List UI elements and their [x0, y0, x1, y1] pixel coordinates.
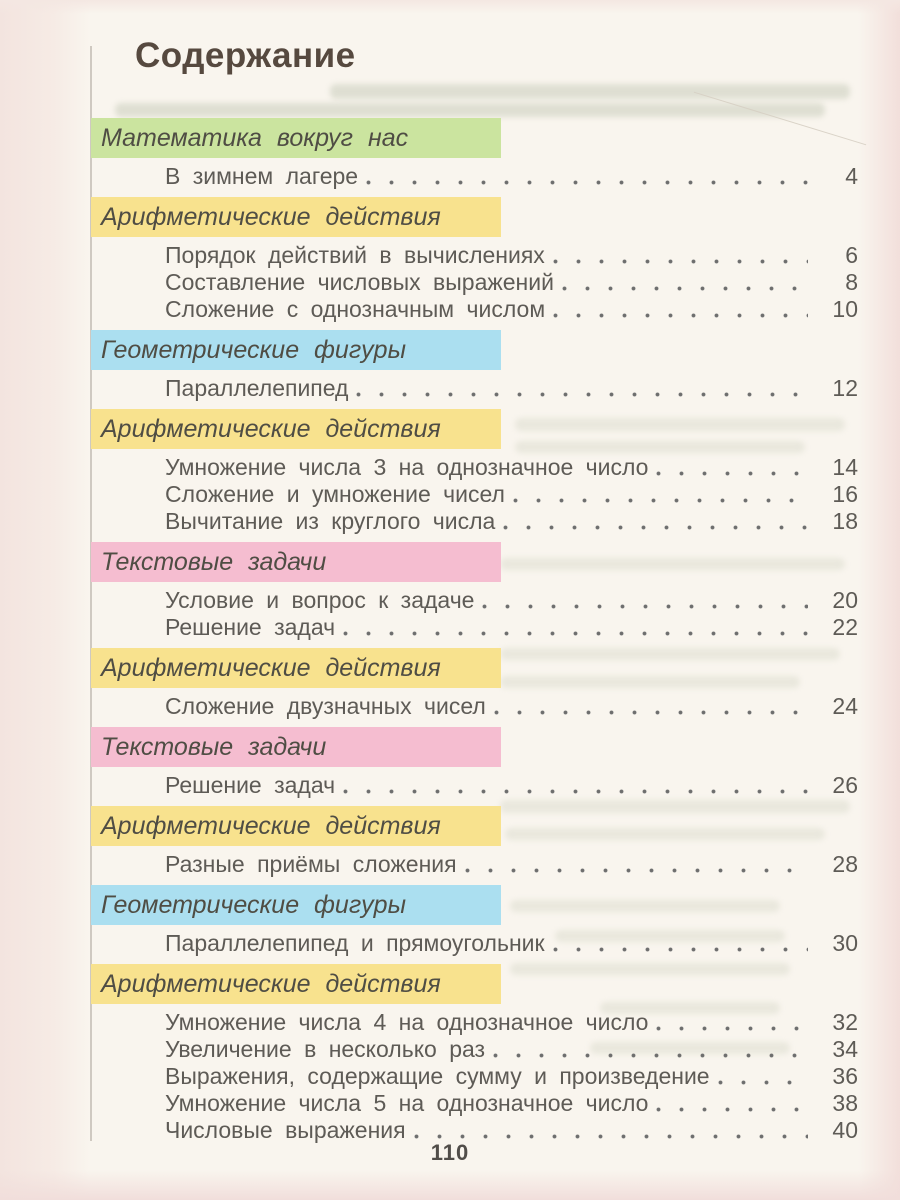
dot-leader	[545, 242, 812, 269]
toc-entry	[165, 693, 858, 720]
toc-entry	[165, 296, 858, 323]
toc-section-geometricheskie-figury	[91, 885, 858, 957]
toc-entry	[165, 269, 858, 296]
entry-page-number: 40	[832, 1117, 858, 1143]
entry-page-number: 22	[832, 614, 858, 640]
entry-title: Составление числовых выражений	[165, 269, 554, 295]
entry-title: Сложение и умножение чисел	[165, 481, 505, 507]
section-header-label: Текстовые задачи	[101, 547, 327, 576]
dot-leader	[358, 163, 812, 190]
section-header-label: Арифметические действия	[101, 969, 441, 998]
entry-title: Решение задач	[165, 614, 336, 640]
section-header-label: Геометрические фигуры	[101, 890, 406, 919]
section-header-label: Арифметические действия	[101, 202, 441, 231]
entry-page-number: 16	[832, 481, 858, 507]
toc-section-arifmeticheskie-deystviya	[91, 964, 858, 1144]
dot-leader	[348, 375, 812, 402]
entry-page-number: 36	[832, 1063, 858, 1089]
dot-leader	[486, 693, 812, 720]
entry-title: Сложение с однозначным числом	[165, 296, 546, 322]
section-header-highlight	[91, 409, 501, 449]
dot-leader	[648, 1009, 812, 1036]
entry-page-number: 8	[845, 269, 858, 295]
photo-edge-tint-bottom	[0, 1170, 900, 1200]
toc-entry	[165, 508, 858, 535]
section-header-highlight	[91, 806, 501, 846]
entry-title: Умножение числа 5 на однозначное число	[165, 1090, 649, 1116]
entry-page-number: 28	[832, 851, 858, 877]
entry-page-number: 34	[832, 1036, 858, 1062]
section-header-label: Математика вокруг нас	[101, 123, 409, 152]
toc-section-tekstovye-zadachi	[91, 542, 858, 641]
entry-title: Выражения, содержащие сумму и произведение	[165, 1063, 710, 1089]
toc-entry	[165, 481, 858, 508]
toc-sections	[91, 118, 858, 1144]
entry-title: В зимнем лагере	[165, 163, 359, 189]
section-header-label: Текстовые задачи	[101, 732, 327, 761]
entry-page-number: 10	[832, 296, 858, 322]
dot-leader	[648, 1090, 812, 1117]
toc-section-arifmeticheskie-deystviya	[91, 197, 858, 323]
entry-title: Сложение двузначных чисел	[165, 693, 486, 719]
entry-page-number: 18	[832, 508, 858, 534]
entry-title: Разные приёмы сложения	[165, 851, 457, 877]
entry-title: Числовые выражения	[165, 1117, 406, 1143]
dot-leader	[485, 1036, 812, 1063]
toc-entry	[165, 1063, 858, 1090]
entry-page-number: 30	[832, 930, 858, 956]
toc-entry	[165, 772, 858, 799]
toc-entry	[165, 614, 858, 641]
section-header-highlight	[91, 542, 501, 582]
toc-section-arifmeticheskie-deystviya	[91, 409, 858, 535]
toc-entry	[165, 587, 858, 614]
dot-leader	[335, 772, 812, 799]
book-page-number: 110	[430, 1140, 470, 1165]
entry-page-number: 12	[832, 375, 858, 401]
toc-section-tekstovye-zadachi	[91, 727, 858, 799]
toc-entry	[165, 454, 858, 481]
dot-leader	[648, 454, 812, 481]
section-header-highlight	[91, 964, 501, 1004]
entry-title: Умножение числа 3 на однозначное число	[165, 454, 649, 480]
dot-leader	[545, 930, 812, 957]
toc-section-arifmeticheskie-deystviya	[91, 648, 858, 720]
dot-leader	[335, 614, 812, 641]
toc-entry	[165, 851, 858, 878]
toc-entry	[165, 1009, 858, 1036]
section-header-label: Арифметические действия	[101, 811, 441, 840]
dot-leader	[495, 508, 812, 535]
toc-entry	[165, 930, 858, 957]
section-header-highlight	[91, 885, 501, 925]
entry-page-number: 26	[832, 772, 858, 798]
entry-title: Параллелепипед и прямоугольник	[165, 930, 545, 956]
section-header-highlight	[91, 197, 501, 237]
dot-leader	[554, 269, 812, 296]
dot-leader	[457, 851, 812, 878]
dot-leader	[545, 296, 812, 323]
section-header-highlight	[91, 330, 501, 370]
entry-page-number: 24	[832, 693, 858, 719]
section-header-highlight	[91, 727, 501, 767]
photo-edge-tint-left	[0, 0, 90, 1200]
photo-edge-tint-right	[858, 0, 900, 1200]
section-header-label: Арифметические действия	[101, 653, 441, 682]
toc-entry	[165, 1090, 858, 1117]
entry-page-number: 32	[832, 1009, 858, 1035]
section-header-highlight	[91, 648, 501, 688]
entry-title: Вычитание из круглого числа	[165, 508, 496, 534]
toc-entry	[165, 242, 858, 269]
entry-title: Условие и вопрос к задаче	[165, 587, 475, 613]
entry-page-number: 4	[845, 163, 858, 189]
toc-section-geometricheskie-figury	[91, 330, 858, 402]
dot-leader	[474, 587, 812, 614]
toc-section-matematika-vokrug-nas	[91, 118, 858, 190]
toc-section-arifmeticheskie-deystviya	[91, 806, 858, 878]
toc-content	[91, 0, 858, 1151]
section-header-label: Арифметические действия	[101, 414, 441, 443]
dot-leader	[505, 481, 812, 508]
toc-entry	[165, 1036, 858, 1063]
entry-title: Решение задач	[165, 772, 336, 798]
dot-leader	[710, 1063, 812, 1090]
entry-page-number: 6	[845, 242, 858, 268]
page-title: Содержание	[135, 36, 356, 75]
toc-entry	[165, 163, 858, 190]
entry-title: Увеличение в несколько раз	[165, 1036, 486, 1062]
entry-page-number: 14	[832, 454, 858, 480]
entry-page-number: 38	[832, 1090, 858, 1116]
entry-title: Порядок действий в вычислениях	[165, 242, 545, 268]
entry-title: Умножение числа 4 на однозначное число	[165, 1009, 649, 1035]
section-header-highlight	[91, 118, 501, 158]
entry-title: Параллелепипед	[165, 375, 349, 401]
toc-entry	[165, 375, 858, 402]
section-header-label: Геометрические фигуры	[101, 335, 406, 364]
entry-page-number: 20	[832, 587, 858, 613]
